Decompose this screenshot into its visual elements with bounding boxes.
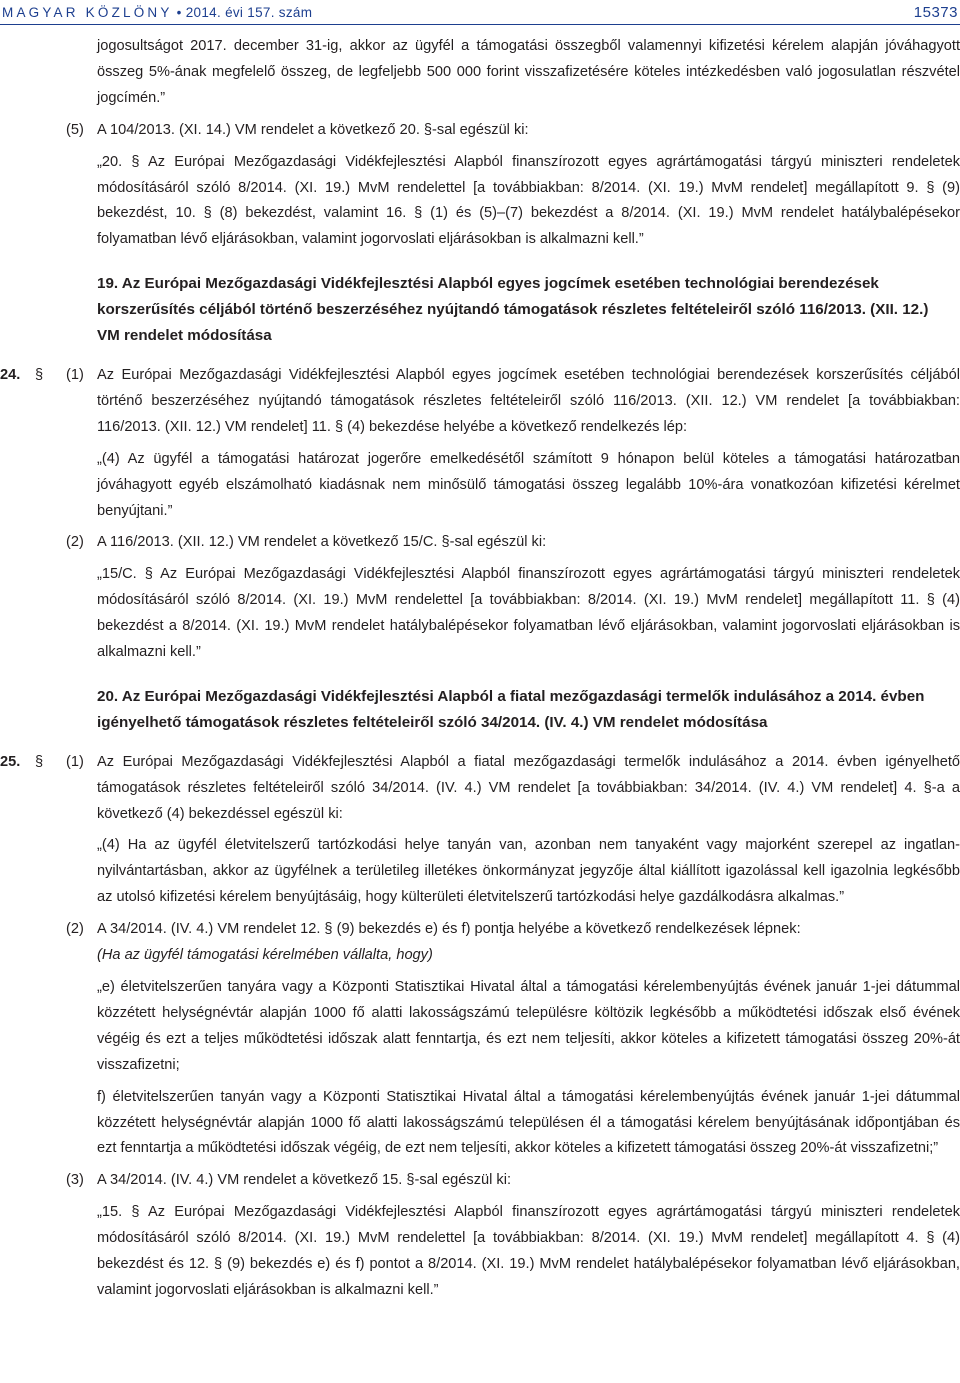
section-24-2-text: A 116/2013. (XII. 12.) VM rendelet a következő 15/C. §-sal egészül ki:: [97, 534, 547, 551]
header-bullet: •: [176, 4, 182, 20]
section-25-3-label: (3): [66, 1172, 84, 1189]
heading-19: 19. Az Európai Mezőgazdasági Vidékfejlesztési Alapból egyes jogcímek esetében technológiai berendezések korszerűsítés céljából történő beszerzéséhez nyújtandó támogatások részletes feltételeiről szóló 116/2013. (XII. 12.) VM rendelet módosítása: [97, 275, 929, 345]
section-24-2-quote: „15/C. § Az Európai Mezőgazdasági Vidékfejlesztési Alapból finanszírozott egyes agrártámogatási tárgyú miniszteri rendeletek módosításáról szóló 8/2014. (XI. 19.) MvM rendelettel [a továbbiakban: 8/2014. (XI. 19.) MvM rendelet] megállapított 11. § (4) bekezdést a 8/2014. (XI. 19.) MvM rendelet hatálybalépésekor folyamatban lévő eljárásokban, valamint jogorvoslati eljárásokban is alkalmazni kell.”: [97, 566, 960, 661]
paragraph-5: [0, 118, 960, 144]
section-25-1-text: Az Európai Mezőgazdasági Vidékfejlesztési Alapból a fiatal mezőgazdasági termelők indulásához a 2014. évben igényelhető támogatások részletes feltételeiről szóló 34/2014. (IV. 4.) VM rendelet [a továbbiakban: 34/2014. (IV. 4.) VM rendelet] 4. §-a a következő (4) bekezdéssel egészül ki:: [97, 753, 960, 822]
section-25-2-point-f: f) életvitelszerűen tanyán vagy a Központi Statisztikai Hivatal által a támogatási kérelembenyújtás évének január 1-jei dátummal közzétett helységnévtár alapján 1000 fő alatti lakosságszámú településen él a támogatási kérelem benyújtásának időpontjában és ezt fenntartja a működtetési időszak végéig, de ezt nem teljesíti, akkor köteles a kifizetett támogatási összeg 20%-át visszafizetni;”: [97, 1088, 960, 1157]
issue-label: 2014. évi 157. szám: [185, 4, 313, 20]
section-24-1-text: Az Európai Mezőgazdasági Vidékfejlesztési Alapból egyes jogcímek esetében technológiai berendezések korszerűsítés céljából történő beszerzéséhez nyújtandó támogatások részletes feltételeiről szóló 116/2013. (XII. 12.) VM rendelet [a továbbiakban: 116/2013. (XII. 12.) VM rendelet] 11. § (4) bekezdése helyébe a következő rendelkezés lép:: [97, 366, 960, 435]
heading-20: 20. Az Európai Mezőgazdasági Vidékfejlesztési Alapból a fiatal mezőgazdasági termelők indulásához a 2014. évben igényelhető támogatások részletes feltételeiről szóló 34/2014. (IV. 4.) VM rendelet módosítása: [97, 687, 925, 731]
paragraph-5-text: A 104/2013. (XI. 14.) VM rendelet a következő 20. §-sal egészül ki:: [97, 121, 529, 138]
section-25-3-quote: „15. § Az Európai Mezőgazdasági Vidékfejlesztési Alapból finanszírozott egyes agrártámogatási tárgyú miniszteri rendeletek módosításáról szóló 8/2014. (XI. 19.) MvM rendelettel [a továbbiakban: 8/2014. (XI. 19.) MvM rendelet] megállapított 4. § (4) bekezdést és 12. § (9) bekezdés e) és f) pontot a 8/2014. (XI. 19.) MvM rendelet hatálybalépésekor folyamatban lévő eljárásokban, valamint jogorvoslati eljárásokban is alkalmazni kell.”: [97, 1204, 960, 1298]
section-24-1-label: (1): [66, 366, 84, 383]
section-25-2-text: A 34/2014. (IV. 4.) VM rendelet 12. § (9) bekezdés e) és f) pontja helyébe a következő rendelkezések lépnek:: [97, 921, 801, 938]
section-24-1-quote: „(4) Az ügyfél a támogatási határozat jogerőre emelkedésétől számított 9 hónapon belül köteles a támogatási határozatban jóváhagyott egyéb elszámolható kiadásnak nem minősülő támogatási összeg legalább 10%-ára vonatkozóan kifizetési kérelmet benyújtani.”: [97, 450, 960, 519]
document-body: [0, 34, 960, 1304]
section-24-number: 24.: [0, 366, 21, 383]
header-rule: [0, 24, 960, 25]
section-25-2-label: (2): [66, 921, 84, 938]
section-25-3-text: A 34/2014. (IV. 4.) VM rendelet a következő 15. §-sal egészül ki:: [97, 1172, 511, 1189]
section-24-1: [0, 363, 960, 441]
header-left: [0, 5, 312, 20]
section-25-2-italic: (Ha az ügyfél támogatási kérelmében vállalta, hogy): [97, 947, 433, 964]
section-25-1-quote: „(4) Ha az ügyfél életvitelszerű tartózkodási helye tanyán van, azonban nem tanyaként vagy majorként szerepel az ingatlan-nyilvántartásban, akkor az ügyfélnek a területileg illetékes önkormányzat jegyzője által kiállított igazolással kell igazolnia legkésőbb az utolsó kifizetési kérelem benyújtásáig, hogy külterületi életvitelszerű tartózkodási helye gazdálkodásra alkalmas.”: [97, 837, 960, 906]
page-number: 15373: [913, 3, 958, 21]
section-25-number: 25.: [0, 753, 21, 770]
journal-title: MAGYAR KÖZLÖNY: [2, 4, 173, 20]
section-24-2: [0, 530, 960, 556]
section-25-1-label: (1): [66, 753, 84, 770]
intro-paragraph: jogosultságot 2017. december 31-ig, akkor az ügyfél a támogatási összegből valamennyi kifizetési kérelem alapján jóváhagyott összeg 5%-ának megfelelő összeg, de legfeljebb 500 000 forint visszafizetésére köteles intézkedésben való jogosulatlan részvétel jogcímén.”: [97, 38, 960, 106]
section-25-1: [0, 750, 960, 828]
section-sign: §: [35, 753, 44, 770]
section-sign: §: [35, 366, 44, 383]
page-header: [0, 0, 960, 24]
paragraph-5-label: (5): [66, 121, 84, 138]
section-25-2-point-e: „e) életvitelszerűen tanyára vagy a Központi Statisztikai Hivatal által a támogatási kérelembenyújtás évének január 1-jei dátummal közzétett helységnévtár alapján 1000 fő alatti lakosságszámú településre költözik legkésőbb a működtetési időszak első évének végéig és ezt a teljes működtetési időszak alatt fenntartja, és ezt nem teljesíti, akkor köteles a kifizetett támogatási összeg 20%-át visszafizetni;: [97, 979, 960, 1073]
paragraph-5-quote: „20. § Az Európai Mezőgazdasági Vidékfejlesztési Alapból finanszírozott egyes agrártámogatási tárgyú miniszteri rendeletek módosításáról szóló 8/2014. (XI. 19.) MvM rendelettel [a továbbiakban: 8/2014. (XI. 19.) MvM rendelet] megállapított 9. § (9) bekezdést, 10. § (8) bekezdést, valamint 16. § (1) és (5)–(7) bekezdést a 8/2014. (XI. 19.) MvM rendelet hatálybalépésekor folyamatban lévő eljárásokban, valamint jogorvoslati eljárásokban is alkalmazni kell.”: [97, 153, 960, 248]
section-25-2: [0, 917, 960, 943]
section-25-3: [0, 1168, 960, 1194]
section-24-2-label: (2): [66, 534, 84, 551]
